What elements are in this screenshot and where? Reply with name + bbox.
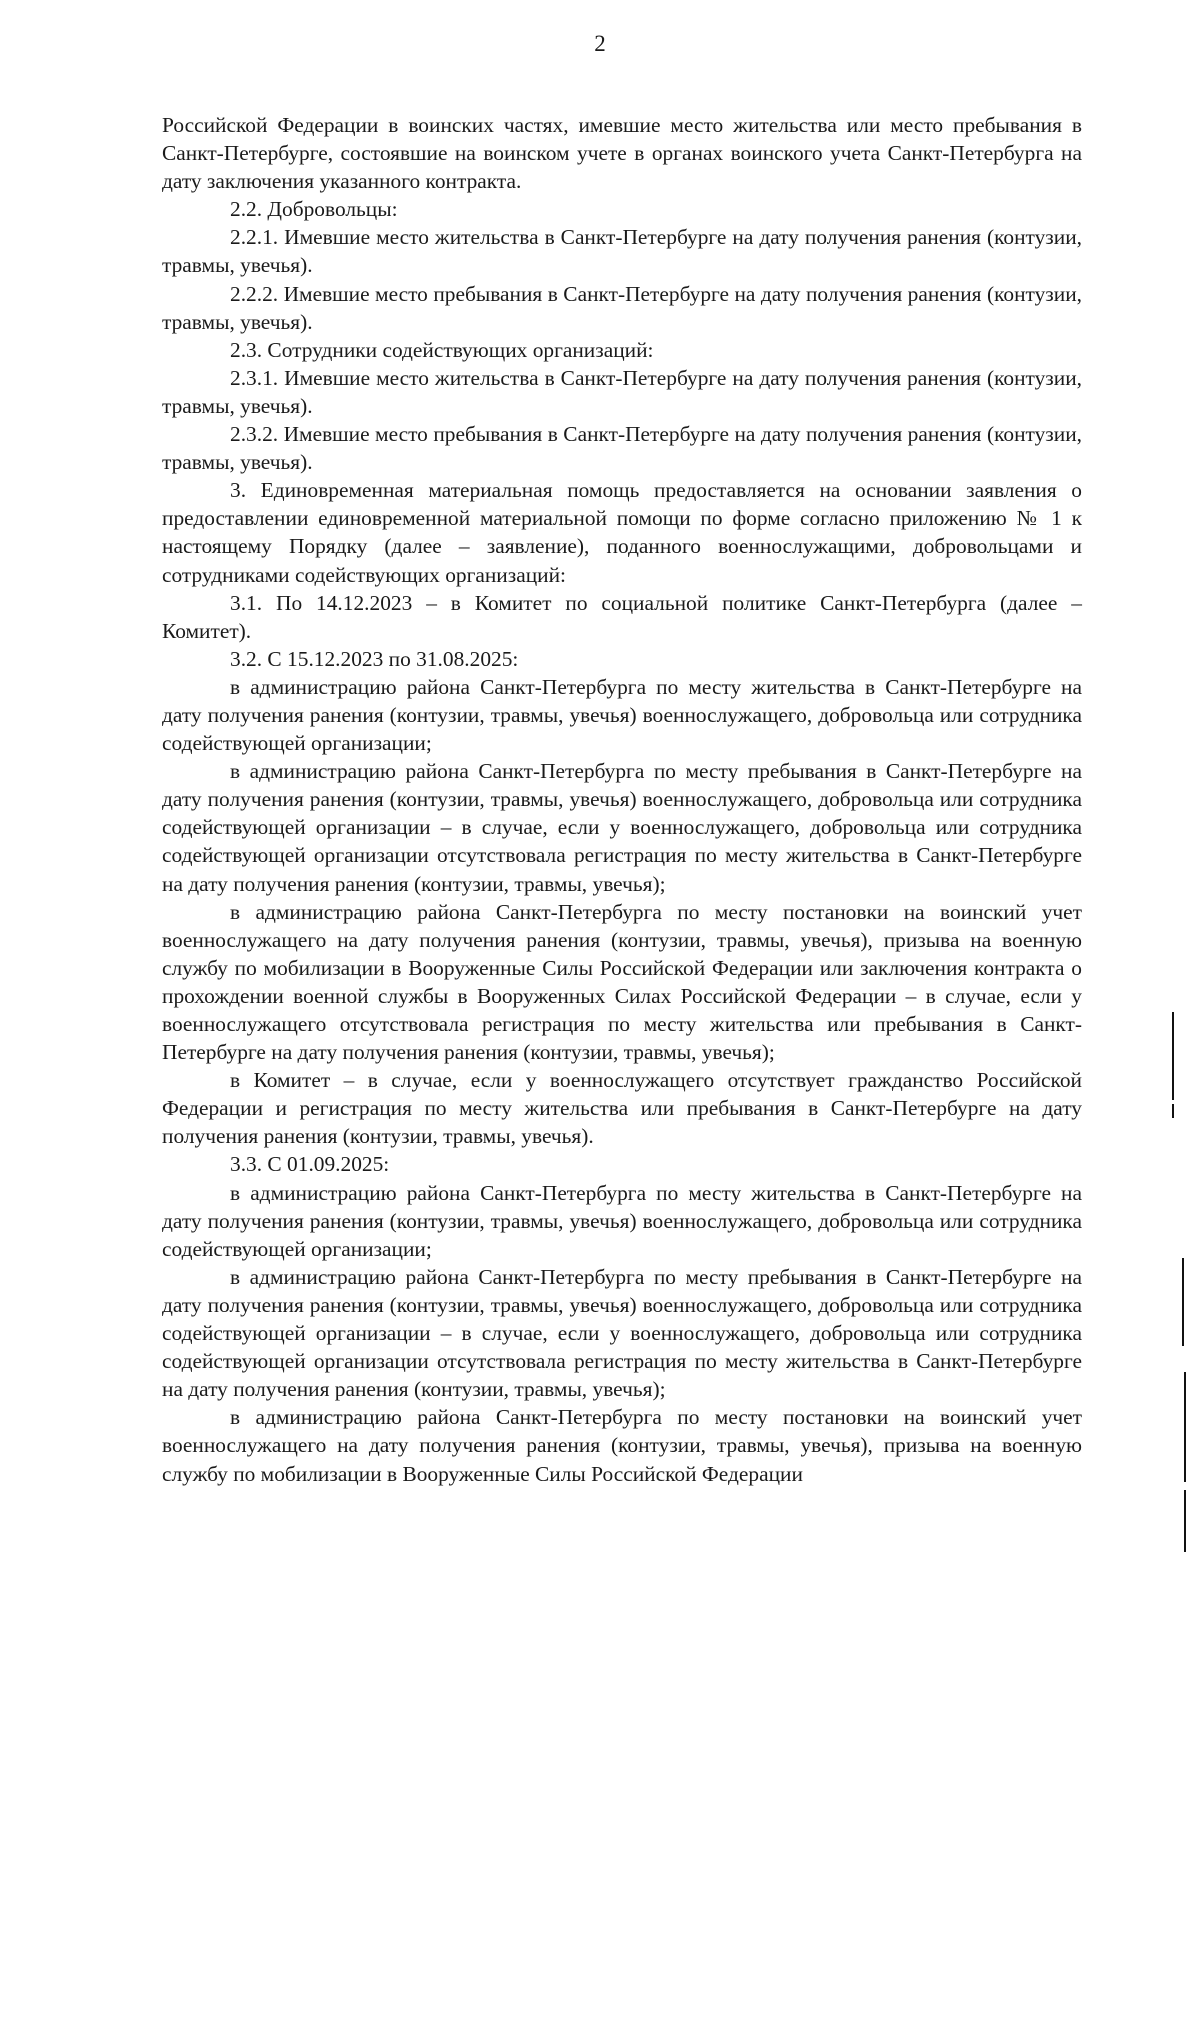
paragraph-2-2-2: 2.2.2. Имевшие место пребывания в Санкт-Петербурге на дату получения ранения (контузии, травмы, увечья). bbox=[162, 281, 1082, 334]
paragraph-3-1: 3.1. По 14.12.2023 – в Комитет по социальной политике Санкт-Петербурга (далее – Комитет). bbox=[162, 590, 1082, 643]
scan-margin-line bbox=[1184, 1372, 1186, 1482]
paragraph-2-3: 2.3. Сотрудники содействующих организаций: bbox=[230, 337, 654, 362]
paragraph-3-3-residence: в администрацию района Санкт-Петербурга по месту жительства в Санкт-Петербурге на дату получения ранения (контузии, травмы, увечья) военнослужащего, добровольца или сотрудника содействующей организации; bbox=[162, 1180, 1082, 1261]
paragraph-3-2-committee: в Комитет – в случае, если у военнослужащего отсутствует гражданство Российской Федерации и регистрация по месту жительства или пребывания в Санкт-Петербурге на дату получения ранения (контузии, травмы, увечья). bbox=[162, 1068, 1082, 1149]
scan-margin-line bbox=[1184, 1490, 1186, 1552]
scan-margin-line bbox=[1182, 1258, 1184, 1346]
paragraph-3-2-residence: в администрацию района Санкт-Петербурга по месту жительства в Санкт-Петербурге на дату получения ранения (контузии, травмы, увечья) военнослужащего, добровольца или сотрудника содействующей организации; bbox=[162, 674, 1082, 756]
scan-margin-line bbox=[1172, 1104, 1174, 1118]
paragraph-3: 3. Единовременная материальная помощь предоставляется на основании заявления о предоставлении единовременной материальной помощи по форме согласно приложению № 1 к настоящему Порядку (далее – заявление), поданного военнослужащими, добровольцами и сотрудниками содействующих организаций: bbox=[162, 478, 1082, 587]
paragraph-3-2-stay: в администрацию района Санкт-Петербурга по месту пребывания в Санкт-Петербурге на дату получения ранения (контузии, травмы, увечья) военнослужащего, добровольца или сотрудника содействующей организации – в случае, если у военнослужащего, добровольца или сотрудника содействующей организации отсутствовала регистрация по месту жительства в Санкт-Петербурге на дату получения ранения (контузии, травмы, увечья); bbox=[162, 759, 1082, 896]
paragraph-intro-continuation: Российской Федерации в воинских частях, имевшие место жительства или место пребывания в Санкт-Петербурге, состоявшие на воинском учете в органах воинского учета Санкт-Петербурга на дату заключения указанного контракта. bbox=[162, 113, 1082, 194]
paragraph-3-3: 3.3. С 01.09.2025: bbox=[230, 1152, 390, 1177]
paragraph-3-2: 3.2. С 15.12.2023 по 31.08.2025: bbox=[230, 646, 519, 671]
paragraph-2-3-2: 2.3.2. Имевшие место пребывания в Санкт-Петербурге на дату получения ранения (контузии, травмы, увечья). bbox=[162, 422, 1082, 475]
paragraph-3-2-military-registration: в администрацию района Санкт-Петербурга по месту постановки на воинский учет военнослужащего на дату получения ранения (контузии, травмы, увечья), призыва на военную службу по мобилизации в Вооруженные Силы Российской Федерации или заключения контракта о прохождении военной службы в Вооруженных Силах Российской Федерации – в случае, если у военнослужащего отсутствовала регистрация по месту жительства или пребывания в Санкт-Петербурге на дату получения ранения (контузии, травмы, увечья); bbox=[162, 899, 1082, 1065]
paragraph-3-3-military-registration: в администрацию района Санкт-Петербурга по месту постановки на воинский учет военнослужащего на дату получения ранения (контузии, травмы, увечья), призыва на военную службу по мобилизации в Вооруженные Силы Российской Федерации bbox=[162, 1405, 1082, 1486]
page-number: 2 bbox=[594, 31, 606, 56]
document-body bbox=[162, 111, 1082, 1488]
paragraph-2-3-1: 2.3.1. Имевшие место жительства в Санкт-Петербурге на дату получения ранения (контузии, травмы, увечья). bbox=[162, 365, 1082, 418]
paragraph-2-2-1: 2.2.1. Имевшие место жительства в Санкт-Петербурге на дату получения ранения (контузии, травмы, увечья). bbox=[162, 225, 1082, 278]
paragraph-3-3-stay: в администрацию района Санкт-Петербурга по месту пребывания в Санкт-Петербурге на дату получения ранения (контузии, травмы, увечья) военнослужащего, добровольца или сотрудника содействующей организации – в случае, если у военнослужащего, добровольца или сотрудника содействующей организации отсутствовала регистрация по месту жительства в Санкт-Петербурге на дату получения ранения (контузии, травмы, увечья); bbox=[162, 1264, 1082, 1402]
scan-margin-line bbox=[1172, 1012, 1174, 1100]
paragraph-2-2: 2.2. Добровольцы: bbox=[230, 197, 398, 222]
